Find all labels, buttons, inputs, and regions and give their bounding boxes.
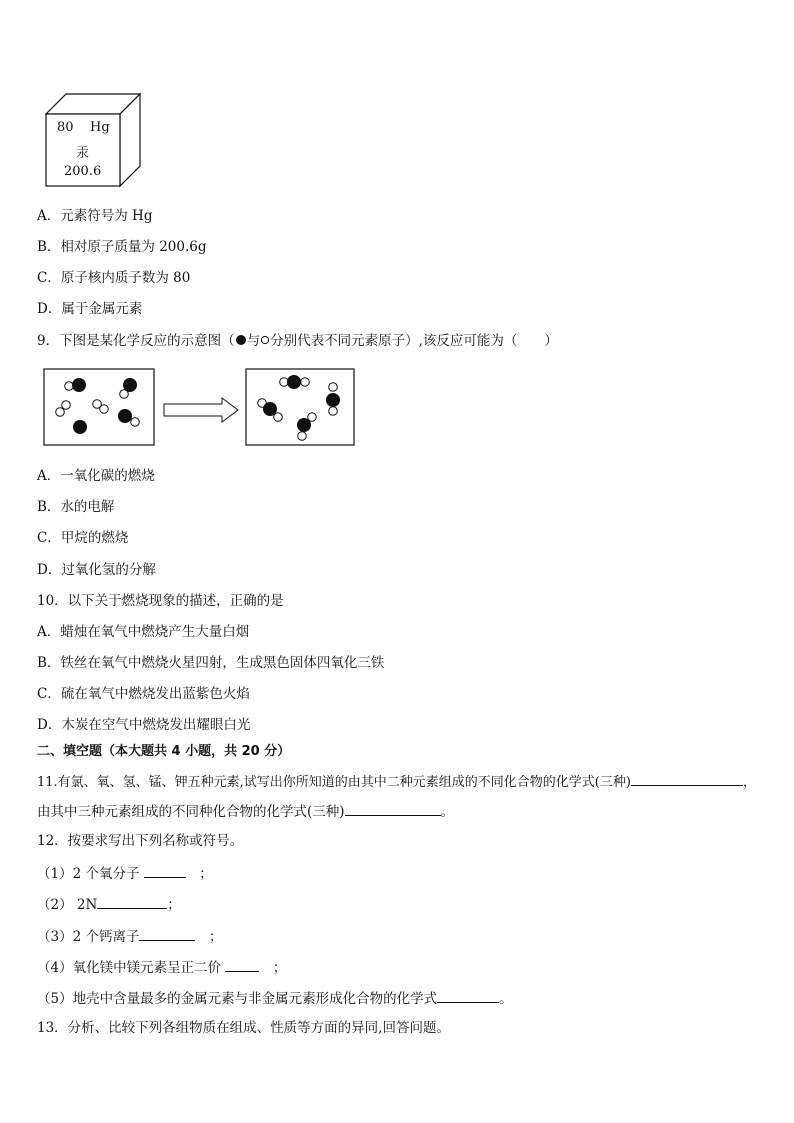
q12-item-4-end: ； bbox=[259, 960, 287, 976]
q10-stem: 10．以下关于燃烧现象的描述，正确的是 bbox=[37, 593, 284, 609]
q9-stem bbox=[37, 332, 558, 350]
section-2-title: 二、填空题（本大题共 4 小题，共 20 分） bbox=[37, 744, 291, 759]
q10-option-d: D．木炭在空气中燃烧发出耀眼白光 bbox=[37, 717, 251, 733]
q12-answer-blank-2[interactable] bbox=[97, 894, 167, 909]
q12-answer-blank-3[interactable] bbox=[139, 926, 195, 941]
q9-stem-part1: 9．下图是某化学反应的示意图（ bbox=[37, 333, 235, 349]
q8-option-c: C．原子核内质子数为 80 bbox=[37, 270, 191, 286]
q11-answer-blank-1[interactable] bbox=[631, 771, 743, 786]
q11-line1-text: 11.有氯、氧、氢、锰、钾五种元素,试写出你所知道的由其中二种元素组成的不同化合物的化学式(三种) bbox=[37, 775, 631, 790]
q11-answer-blank-2[interactable] bbox=[345, 801, 441, 816]
reaction-arrow bbox=[164, 398, 238, 422]
q10-option-b: B．铁丝在氧气中燃烧火星四射，生成黑色固体四氧化三铁 bbox=[37, 655, 385, 671]
q11-line2-end: 。 bbox=[440, 804, 455, 820]
q9-option-c: C．甲烷的燃烧 bbox=[37, 530, 129, 546]
q9-option-b: B．水的电解 bbox=[37, 499, 115, 515]
q12-item-3 bbox=[37, 926, 222, 946]
q12-item-4-text: （4）氧化镁中镁元素呈正二价 bbox=[37, 960, 226, 976]
q11-line2 bbox=[37, 801, 454, 821]
element-name: 汞 bbox=[76, 146, 90, 161]
reaction-diagram bbox=[40, 365, 360, 451]
q8-option-b: B．相对原子质量为 200.6g bbox=[37, 239, 207, 255]
q12-item-5-end: 。 bbox=[499, 991, 513, 1007]
q9-stem-part2: 与 bbox=[246, 333, 261, 349]
element-card bbox=[44, 92, 144, 188]
q12-item-2-text: （2） 2N bbox=[37, 897, 98, 913]
q9-stem-part3: 分别代表不同元素原子）,该反应可能为（ ） bbox=[270, 333, 558, 349]
q12-item-5 bbox=[37, 988, 513, 1008]
q10-option-a: A．蜡烛在氧气中燃烧产生大量白烟 bbox=[37, 624, 250, 640]
q12-item-1 bbox=[37, 863, 213, 883]
q12-item-3-text: （3）2 个钙离子 bbox=[37, 929, 140, 945]
q12-answer-blank-4[interactable] bbox=[225, 957, 259, 972]
q12-item-1-text: （1）2 个氧分子 bbox=[37, 866, 144, 882]
q11-line1 bbox=[37, 771, 756, 792]
filled-atom-icon bbox=[235, 334, 247, 346]
element-atomic-mass: 200.6 bbox=[64, 164, 102, 179]
q11-line2-text: 由其中三种元素组成的不同种化合物的化学式(三种) bbox=[37, 804, 345, 820]
q12-item-1-end: ； bbox=[185, 866, 213, 882]
element-atomic-number: 80 bbox=[57, 120, 74, 135]
q12-stem: 12．按要求写出下列名称或符号。 bbox=[37, 833, 244, 849]
q8-option-d: D．属于金属元素 bbox=[37, 301, 143, 317]
q12-item-3-end: ； bbox=[195, 929, 223, 945]
q12-item-2 bbox=[37, 894, 181, 914]
q12-item-5-text: （5）地壳中含量最多的金属元素与非金属元素形成化合物的化学式 bbox=[37, 991, 438, 1007]
hollow-atom-icon bbox=[260, 335, 270, 345]
q12-answer-blank-1[interactable] bbox=[144, 863, 186, 878]
q13-stem: 13．分析、比较下列各组物质在组成、性质等方面的异同,回答问题。 bbox=[37, 1020, 450, 1036]
q11-line1-end: ， bbox=[742, 775, 756, 790]
q9-option-d: D．过氧化氢的分解 bbox=[37, 562, 156, 578]
q12-item-2-end: ； bbox=[167, 897, 181, 913]
q12-answer-blank-5[interactable] bbox=[437, 988, 499, 1003]
element-symbol: Hg bbox=[90, 120, 110, 135]
q8-option-a: A．元素符号为 Hg bbox=[37, 208, 153, 224]
q9-option-a: A．一氧化碳的燃烧 bbox=[37, 468, 155, 484]
q12-item-4 bbox=[37, 957, 286, 977]
q10-option-c: C．硫在氧气中燃烧发出蓝紫色火焰 bbox=[37, 686, 250, 702]
